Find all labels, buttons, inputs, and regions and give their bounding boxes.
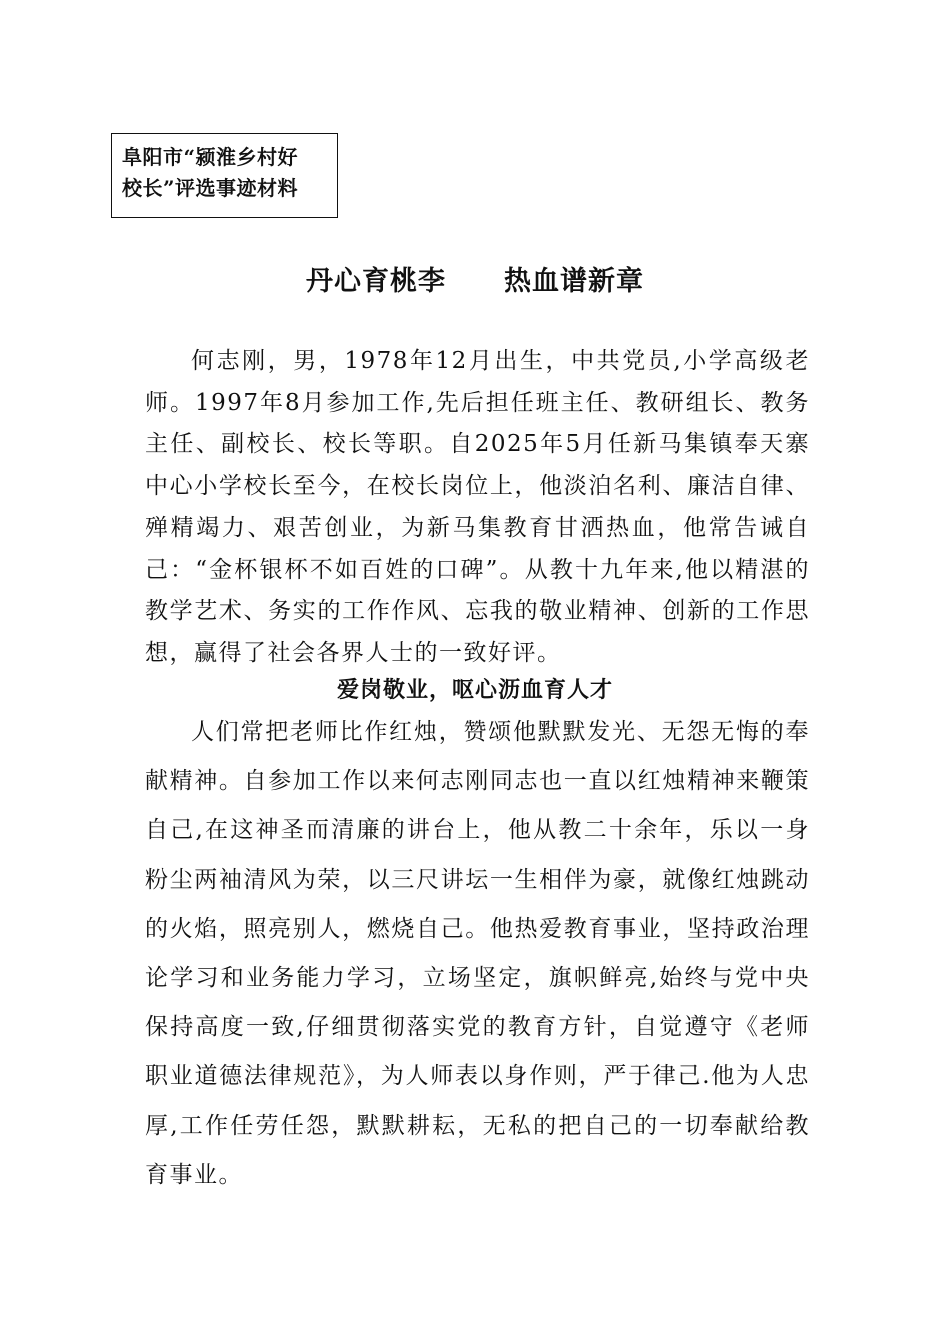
label-box-line-1: 阜阳市“颍淮乡村好 (122, 145, 299, 169)
section-heading: 爱岗敬业，呕心沥血育人才 (336, 677, 613, 703)
selection-label-box (111, 133, 338, 218)
document-title (0, 262, 950, 302)
section-paragraph: 人们常把老师比作红烛，赞颂他默默发光、无怨无悔的奉献精神。自参加工作以来何志刚同志也一直以红烛精神来鞭策自己,在这神圣而清廉的讲台上，他从教二十余年，乐以一身粉尘两袖清风为荣，以三尺讲坛一生相伴为豪，就像红烛跳动的火焰，照亮别人，燃烧自己。他热爱教育事业，坚持政治理论学习和业务能力学习，立场坚定，旗帜鲜亮,始终与党中央保持高度一致,仔细贯彻落实党的教育方针，自觉遵守《老师职业道德法律规范》，为人师表以身作则，严于律己.他为人忠厚,工作任劳任怨，默默耕耘，无私的把自己的一切奉献给教育事业。 (145, 719, 810, 1188)
title-part-2: 热血谱新章 (504, 266, 644, 297)
label-box-line-2: 校长”评选事迹材料 (122, 176, 299, 200)
intro-paragraph: 何志刚，男，1978年12月出生，中共党员,小学高级老师。1997年8月参加工作,先后担任班主任、教研组长、教务主任、副校长、校长等职。自2025年5月任新马集镇奉天寨中心小学校长至今，在校长岗位上，他淡泊名利、廉洁自律、殚精竭力、艰苦创业，为新马集教育甘洒热血，他常告诫自己：“金杯银杯不如百姓的口碑”。从教十九年来,他以精湛的教学艺术、务实的工作作风、忘我的敬业精神、创新的工作思想，赢得了社会各界人士的一致好评。 (145, 348, 810, 666)
title-part-1: 丹心育桃李 (306, 266, 446, 297)
